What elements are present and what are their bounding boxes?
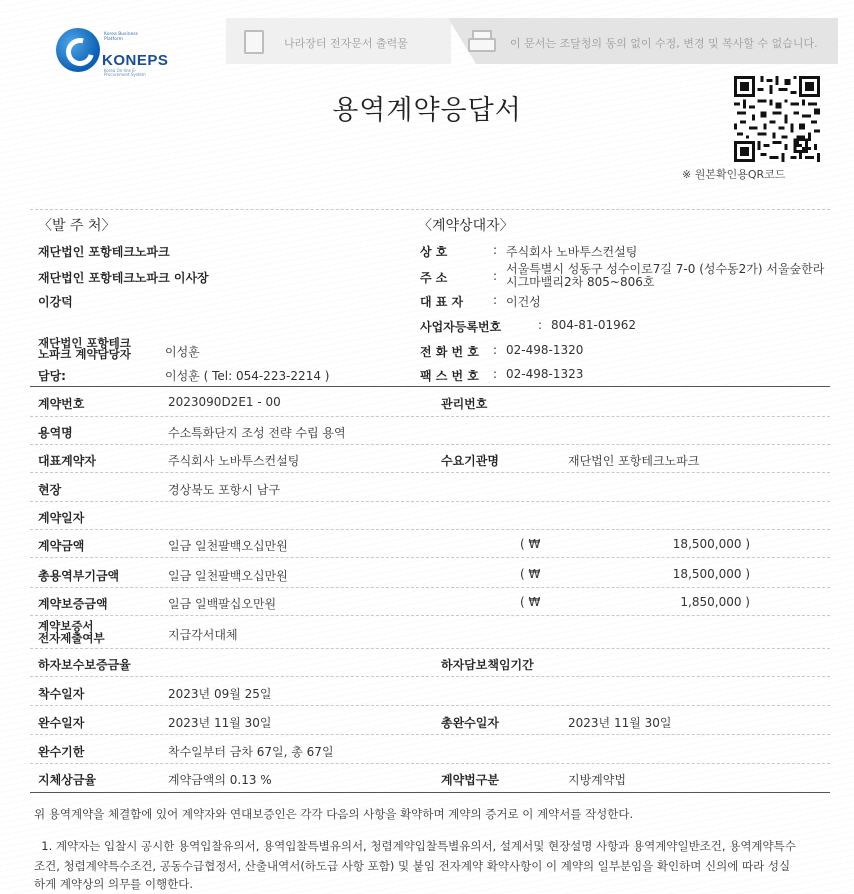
rep-contractor-value: 주식회사 노바투스컨설팅 [168, 454, 300, 468]
header-banner [226, 18, 838, 64]
contract-no-value: 2023090D2E1 - 00 [168, 395, 281, 409]
koneps-logo [56, 28, 169, 78]
penalty-rate-label: 지체상금율 [38, 773, 96, 787]
contract-amount-label: 계약금액 [38, 539, 85, 553]
defect-bond-rate-label: 하자보수보증금율 [38, 658, 131, 672]
clause-1-line-3: 하게 계약상의 의무를 이행한다. [34, 877, 194, 891]
document-page: Korea Business Platform KONEPS Korea On-line E-Procurement System 나라장터 전자문서 출력물 이 문서는 조달청의 동의 없이 수정, 변경 및 복사할 수 없습니다. 용역계약응답서 ※ 원본확인용QR코드 〈발 주 처〉 재단법인 포항테크노파크 재단법인 포항테크노파크 이사장 이강덕 재단법인 포항테크 노파크 계약담당자 이성훈 담당: 이성훈 ( Tel: 054-223-2214 ) 〈계약상대자〉 상 호 : 주식회사 노바투스컨설팅 주 소 : 서울특별시 성동구 성수이로7길 7-0 (성수동2가) 서울숲한라 시그마밸리2차 805~806호 대 표 자 : 이건성 사업자등록번호 : 804-81-01962 전 화 번 호 : 02-498-1320 팩 스 번 호 : 02-498-1323 계약번호 2023090D2E1 - 00 관리번호 용역명 수소특화단지 조성 전략 수립 용역 대표계약자 주식회사 노바투스컨설팅 수요기관명 재단법인 포항테크노파크 현장 경상북도 포항시 남구 계약일자 계약금액 일금 일천팔백오십만원 ( ₩ 18,500,000 ) 총용역부기금액 일금 일천팔백오십만원 ( ₩ 18,500,000 ) 계약보증금액 일금 일백팔십오만원 ( ₩ 1,850,000 ) 계약보증서 전자제출여부 지급각서대체 하자보수보증금율 하자담보책임기간 착수일자 2023년 09월 25일 완수일자 2023년 11월 30일 총완수일자 2023년 11월 30일 완수기한 착수일부터 금차 67일, 총 67일 지체상금율 계약금액의 0.13 % 계약법구분 지방계약법 위 용역계약을 체결함에 있어 계약자와 연대보증인은 각각 다음의 사항을 확약하며 계약의 증거로 이 계약서를 작성한다. 1. 계약자는 입찰시 공시한 용역입찰유의서, 용역입찰특별유의서, 청렴계약입찰특별유의서, 설계서및 현장설명 사항과 용역계약일반조건, 용역계약특수 조건, 청렴계약특수조건, 공동수급협정서, 산출내역서(하도급 사항 포함) 및 붙임 전자계약 확약사항이 이 계약의 일부분임을 확인하며 신의에 따라 성실 하게 계약상의 의무를 이행한다. [0, 0, 854, 894]
contract-law-value: 지방계약법 [568, 773, 626, 787]
client-rep-title: 재단법인 포항테크노파크 이사장 [38, 271, 209, 285]
banner-notice: 이 문서는 조달청의 동의 없이 수정, 변경 및 복사할 수 없습니다. [510, 37, 818, 50]
total-finish-date-value: 2023년 11월 30일 [568, 716, 672, 730]
logo-tiny-text: Korea On-line E-Procurement System [104, 68, 146, 77]
service-name-label: 용역명 [38, 426, 73, 440]
qr-code-icon [734, 76, 820, 162]
client-org: 재단법인 포항테크노파크 [38, 245, 170, 259]
rep-contractor-label: 대표계약자 [38, 454, 96, 468]
term-label: 완수기한 [38, 745, 85, 759]
contractor-address-line1: 서울특별시 성동구 성수이로7길 7-0 (성수동2가) 서울숲한라 [506, 262, 825, 276]
document-icon [244, 30, 264, 54]
service-name-value: 수소특화단지 조성 전략 수립 용역 [168, 426, 346, 440]
client-rep-name: 이강덕 [38, 295, 73, 309]
contract-no-label: 계약번호 [38, 397, 85, 411]
client-manager-label-1: 재단법인 포항테크 [38, 336, 131, 350]
divider [30, 209, 830, 210]
start-date-value: 2023년 09월 25일 [168, 687, 272, 701]
deposit-amount-text: 일금 일백팔십오만원 [168, 597, 277, 611]
contractor-phone: 02-498-1320 [506, 343, 584, 357]
deposit-amount-currency: ( ₩ [520, 595, 541, 609]
defect-period-label: 하자담보책임기간 [441, 658, 534, 672]
contract-amount-currency: ( ₩ [520, 537, 541, 551]
section-divider [30, 386, 830, 387]
section-divider [30, 792, 830, 793]
page-title: 용역계약응답서 [332, 95, 522, 126]
logo-small-text: Korea Business Platform [104, 32, 139, 42]
start-date-label: 착수일자 [38, 687, 85, 701]
finish-date-value: 2023년 11월 30일 [168, 716, 272, 730]
contractor-label-name: 상 호 [420, 245, 448, 259]
total-amount-label: 총용역부기금액 [38, 569, 120, 583]
contractor-address-line2: 시그마밸리2차 805~806호 [506, 275, 655, 289]
contractor-label-ceo: 대 표 자 [420, 295, 464, 309]
contractor-bizno: 804-81-01962 [551, 318, 637, 332]
contract-law-label: 계약법구분 [441, 773, 499, 787]
total-amount-text: 일금 일천팔백오십만원 [168, 569, 288, 583]
contract-date-label: 계약일자 [38, 511, 85, 525]
contractor-name: 주식회사 노바투스컨설팅 [506, 245, 638, 259]
demand-agency-value: 재단법인 포항테크노파크 [568, 454, 700, 468]
total-amount-currency: ( ₩ [520, 567, 541, 581]
clause-1-line-1: 1. 계약자는 입찰시 공시한 용역입찰유의서, 용역입찰특별유의서, 청렴계약입찰특별유의서, 설계서및 현장설명 사항과 용역계약일반조건, 용역계약특수 [34, 839, 796, 853]
client-manager-label-2: 노파크 계약담당자 [38, 347, 131, 361]
mgmt-no-label: 관리번호 [441, 397, 488, 411]
qr-caption: ※ 원본확인용QR코드 [682, 168, 786, 181]
term-value: 착수일부터 금차 67일, 총 67일 [168, 745, 334, 759]
bond-label-1: 계약보증서 [38, 619, 94, 633]
total-finish-date-label: 총완수일자 [441, 716, 499, 730]
deposit-amount-label: 계약보증금액 [38, 597, 108, 611]
bond-value: 지급각서대체 [168, 628, 238, 642]
contractor-label-fax: 팩 스 번 호 [420, 369, 479, 383]
contract-amount-text: 일금 일천팔백오십만원 [168, 539, 288, 553]
banner-print-label: 나라장터 전자문서 출력물 [284, 37, 408, 50]
logo-name: KONEPS [102, 52, 169, 69]
contract-amount-number: 18,500,000 ) [672, 537, 750, 551]
contractor-label-bizno: 사업자등록번호 [420, 320, 502, 334]
koneps-logo-mark [56, 28, 100, 72]
site-label: 현장 [38, 483, 62, 497]
printer-icon [468, 30, 494, 52]
contractor-heading: 〈계약상대자〉 [418, 218, 514, 234]
client-contact-label: 담당: [38, 369, 66, 383]
client-heading: 〈발 주 처〉 [38, 218, 116, 234]
contractor-fax: 02-498-1323 [506, 367, 584, 381]
site-value: 경상북도 포항시 남구 [168, 483, 280, 497]
contractor-ceo: 이건성 [506, 295, 541, 309]
deposit-amount-number: 1,850,000 ) [680, 595, 750, 609]
contractor-label-address: 주 소 [420, 271, 448, 285]
total-amount-number: 18,500,000 ) [672, 567, 750, 581]
finish-date-label: 완수일자 [38, 716, 85, 730]
clause-1-line-2: 조건, 청렴계약특수조건, 공동수급협정서, 산출내역서(하도급 사항 포함) 및 붙임 전자계약 확약사항이 이 계약의 일부분임을 확인하며 신의에 따라 성실 [34, 859, 791, 873]
client-contact-value: 이성훈 ( Tel: 054-223-2214 ) [165, 369, 330, 383]
client-manager-name: 이성훈 [165, 345, 200, 359]
contractor-label-phone: 전 화 번 호 [420, 345, 479, 359]
intro-paragraph: 위 용역계약을 체결함에 있어 계약자와 연대보증인은 각각 다음의 사항을 확약하며 계약의 증거로 이 계약서를 작성한다. [34, 807, 634, 821]
penalty-rate-value: 계약금액의 0.13 % [168, 773, 272, 787]
bond-label-2: 전자제출여부 [38, 631, 105, 645]
demand-agency-label: 수요기관명 [441, 454, 499, 468]
